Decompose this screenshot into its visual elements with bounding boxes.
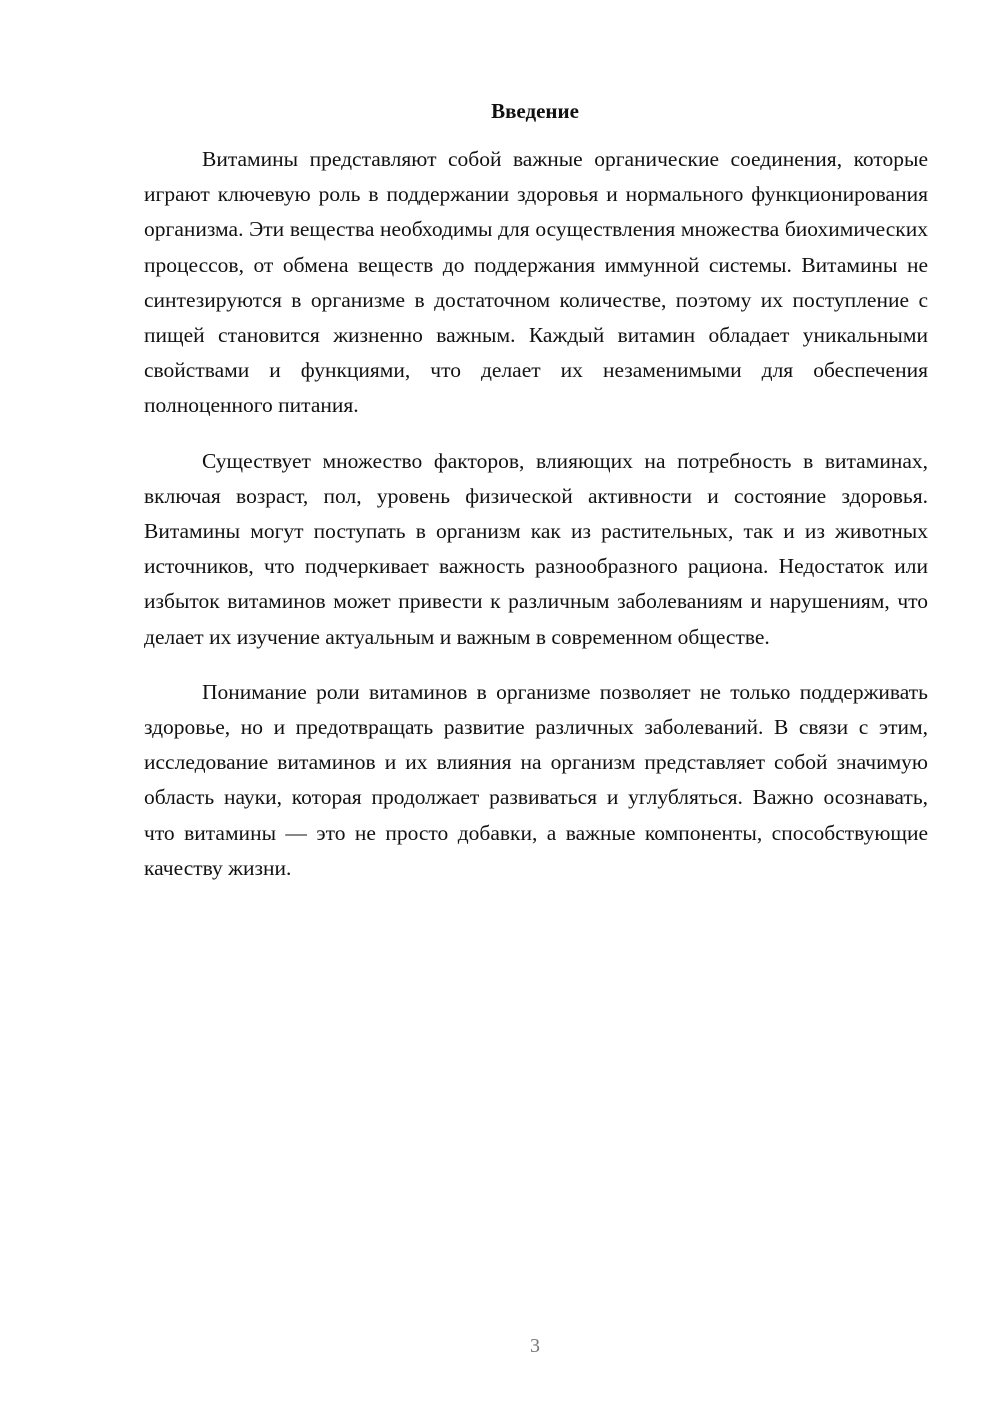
section-heading: Введение <box>491 99 579 123</box>
page-number: 3 <box>530 1335 540 1357</box>
body-text <box>144 142 928 906</box>
paragraph-3: Понимание роли витаминов в организме позволяет не только поддерживать здоровье, но и предотвращать развитие различных заболеваний. В связи с этим, исследование витаминов и их влияния на организм представляет собой значимую область науки, которая продолжает развиваться и углубляться. Важно осознавать, что витамины — это не просто добавки, а важные компоненты, способствующие качеству жизни. <box>144 679 928 880</box>
paragraph-2: Существует множество факторов, влияющих на потребность в витаминах, включая возраст, пол, уровень физической активности и состояние здоровья. Витамины могут поступать в организм как из растительных, так и из животных источников, что подчеркивает важность разнообразного рациона. Недостаток или избыток витаминов может привести к различным заболеваниям и нарушениям, что делает их изучение актуальным и важным в современном обществе. <box>144 448 928 649</box>
paragraph-1: Витамины представляют собой важные органические соединения, которые играют ключевую роль в поддержании здоровья и нормального функционирования организма. Эти вещества необходимы для осуществления множества биохимических процессов, от обмена веществ до поддержания иммунной системы. Витамины не синтезируются в организме в достаточном количестве, поэтому их поступление с пищей становится жизненно важным. Каждый витамин обладает уникальными свойствами и функциями, что делает их незаменимыми для обеспечения полноценного питания. <box>144 147 928 418</box>
